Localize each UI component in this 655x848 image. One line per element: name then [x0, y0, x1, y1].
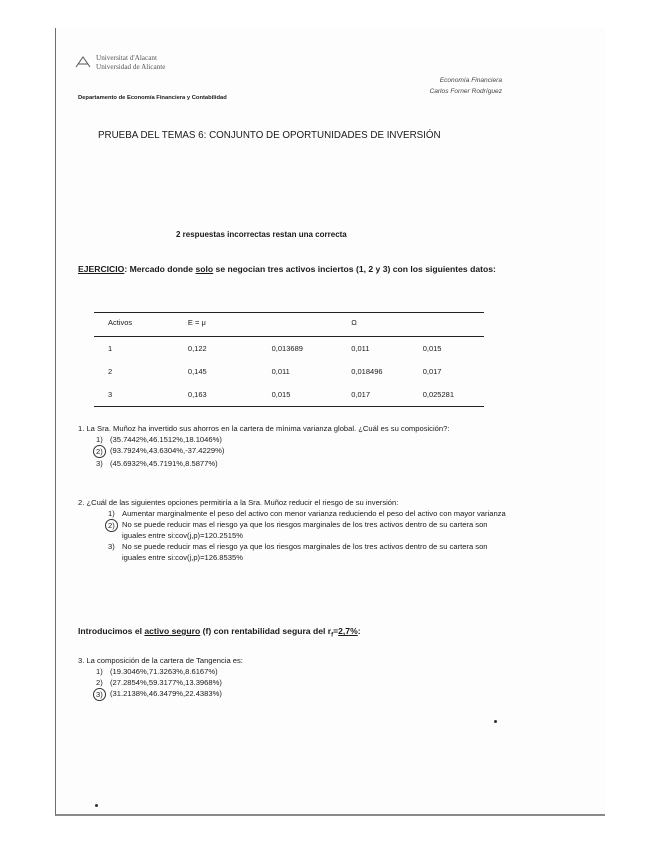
table-header-row [94, 313, 484, 337]
selected-answer-mark: 2) [105, 519, 118, 532]
exercise-label: EJERCICIO [78, 264, 125, 274]
asset-data-table [94, 312, 484, 407]
question-1 [78, 423, 508, 469]
question-3-option-3: 3) (31.2138%,46.3479%,22.4383%) [96, 688, 508, 701]
question-2-option-3: 3) No se puede reducir mas el riesgo ya que los riesgos marginales de los tres activos dentro de su cartera son iguales entre si:cov(j,p)=126.8535% [108, 542, 488, 562]
department-name: Departamento de Economía Financiera y Contabilidad [78, 95, 227, 101]
header-assets: Activos [94, 313, 188, 337]
university-name-spanish: Universidad de Alicante [96, 63, 166, 71]
question-3-stem: 3. La composición de la cartera de Tangencia es: [78, 656, 243, 665]
table-row: 3 0,163 0,015 0,017 0,025281 [94, 383, 484, 407]
university-name-valencian: Universitat d'Alacant [96, 54, 157, 62]
header-blank-1 [272, 313, 352, 337]
header-blank-2 [423, 313, 484, 337]
header-omega: Ω [351, 313, 422, 337]
exercise-statement: EJERCICIO: Mercado donde solo se negocian tres activos inciertos (1, 2 y 3) con los siguientes datos: [78, 264, 496, 274]
scoring-rule-note: 2 respuestas incorrectas restan una correcta [176, 230, 347, 239]
question-2 [78, 497, 508, 563]
selected-answer-mark: 2) [93, 445, 106, 458]
subject-name: Economía Financiera [439, 77, 502, 84]
header-expected-return: E = μ [188, 313, 272, 337]
question-1-option-2: 2) (93.7924%,43.6304%,-37.4229%) [96, 445, 508, 458]
question-1-option-1: 1) (35.7442%,46.1512%,18.1046%) [96, 435, 222, 444]
question-3-option-1: 1) (19.3046%,71.3263%,8.6167%) [96, 667, 218, 676]
question-1-stem: 1. La Sra. Muñoz ha invertido sus ahorros en la cartera de mínima varianza global. ¿Cuál es su composición?: [78, 424, 450, 433]
risk-free-asset-intro: Introducimos el activo seguro (f) con rentabilidad segura del $r_f=2,7\%$: [78, 626, 361, 639]
table-row: 1 0,122 0,013689 0,011 0,015 [108, 344, 442, 353]
question-3-option-2: 2) (27.2854%,59.3177%,13.3968%) [96, 678, 222, 687]
university-logo-icon [75, 55, 91, 69]
question-3 [78, 655, 508, 701]
scan-speck [95, 804, 98, 807]
question-1-option-3: 3) (45.6932%,45.7191%,8.5877%) [96, 459, 218, 468]
question-2-stem: 2. ¿Cuál de las siguientes opciones permitiría a la Sra. Muñoz reducir el riesgo de su inversión: [78, 498, 399, 507]
question-2-option-2: 2) No se puede reducir mas el riesgo ya que los riesgos marginales de los tres activos dentro de su cartera son iguales entre si:cov(j,p)=120.2515% [108, 519, 508, 541]
selected-answer-mark: 3) [93, 688, 106, 701]
page-title: PRUEBA DEL TEMAS 6: CONJUNTO DE OPORTUNIDADES DE INVERSIÓN [98, 130, 441, 141]
question-2-option-1: 1) Aumentar marginalmente el peso del activo con menor varianza reduciendo el peso del activo con mayor varianza [108, 509, 506, 518]
author-name: Carlos Forner Rodríguez [429, 88, 502, 95]
table-row: 2 0,145 0,011 0,018496 0,017 [108, 367, 442, 376]
scan-speck [494, 720, 497, 723]
